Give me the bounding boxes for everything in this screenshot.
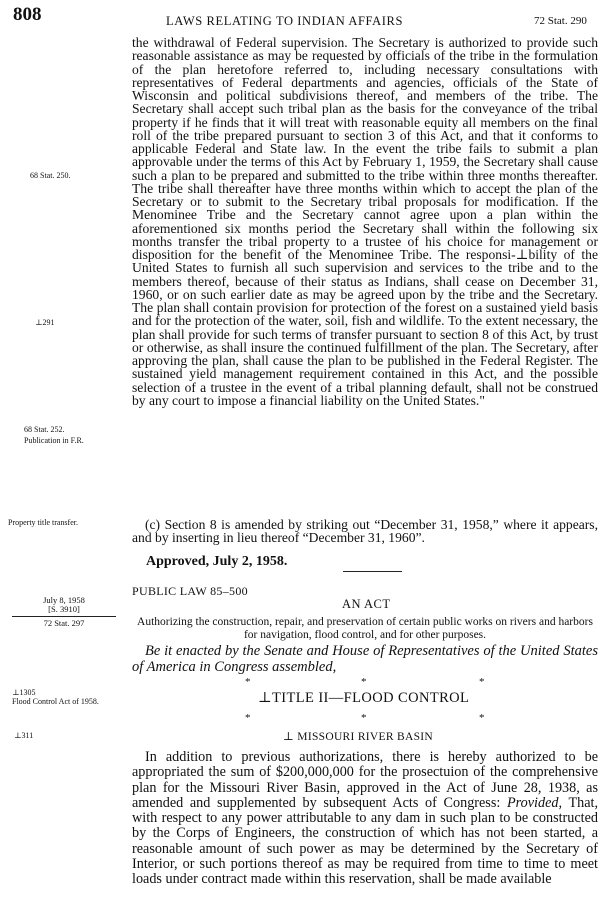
star: * [479, 676, 485, 688]
paragraph-text [132, 750, 598, 888]
section-divider [343, 571, 402, 572]
body-paragraph-1 [132, 36, 598, 407]
margin-date-block [12, 596, 116, 614]
act-purpose: Authorizing the construction, repair, and preservation of certain public works on rivers and harbors for navigation, flood control, and for other purposes. [137, 616, 593, 641]
margin-note-flood-control [12, 688, 122, 706]
paragraph-text: the withdrawal of Federal supervision. The Secretary is authorized to provide such reasonable assistance as may be requested by officials of the tribe in the formulation of the plan heretofore referred to, including necessary consultations with representatives of Federal departments and agencies, officials of the State of Wisconsin and political subdivisions thereof, and members of the tribe. The Secretary shall accept such tribal plan as the basis for the conveyance of the tribal property if he finds that it will treat with reasonable equity all members on the final roll of the tribe prepared pursuant to section 3 of this Act, and that it conforms to applicable Federal and State law. In the event the tribe fails to submit a plan approvable under the terms of this Act by February 1, 1959, the Secretary shall cause such a plan to be prepared and submitted to the tribe within three months thereafter. The tribe shall thereafter have three months within which to accept the plan of the Secretary or to submit to the Secretary tribal proposals for modification. If the Menominee Tribe and the Secretary cannot agree upon a plan within the aforementioned six months period the Secretary shall within the following six months transfer the tribal property to a trustee of his choice for management or disposition for the benefit of the Menominee Tribe. The responsi-⊥bility of the United States to furnish all such supervision and services to the tribe and to the members thereof, because of their status as Indians, shall cease on December 31, 1960, or on such earlier date as may be agreed upon by the tribe and the Secretary. The plan shall contain provision for protection of the forest on a sustained yield basis and for the protection of the water, soil, fish and wildlife. To the extent necessary, the plan shall provide for such terms of transfer pursuant to section 8 of this Act, by trust or otherwise, as shall insure the continued fulfillment of the plan. The Secretary, after approving the plan, shall cause the plan to be published in the Federal Register. The sustained yield management requirement contained in this Act, and the possible selection of a trustee in the event of a tribal planning default, shall not be construed by any court to impose a financial liability on the United States." [132, 35, 598, 408]
star: * [245, 712, 251, 724]
paragraph-text-part: In addition to previous authorizations, there is hereby authorized to be appropriated the sum of $200,000,000 for the prosectuion of the comprehensive plan for the Missouri River Basin, approved in the Act of June 28, 1938, as amended and supplemented by subsequent Acts of Congress: [132, 749, 598, 811]
margin-bill-number: [S. 3910] [48, 604, 80, 614]
star: * [479, 712, 485, 724]
margin-note-page-311: ⊥311 [14, 731, 34, 740]
running-title: LAWS RELATING TO INDIAN AFFAIRS [166, 14, 404, 28]
margin-stat-ref: 72 Stat. 297 [43, 618, 85, 628]
star: * [361, 676, 367, 688]
act-title: AN ACT [342, 597, 391, 611]
margin-act-name: Flood Control Act of 1958. [12, 697, 99, 706]
margin-note-stat-252: 68 Stat. 252. [24, 425, 65, 434]
page-number: 808 [13, 4, 42, 25]
statute-reference: 72 Stat. 290 [534, 15, 587, 27]
margin-note-publication: Publication in F.R. [24, 436, 84, 445]
margin-note-stat-250: 68 Stat. 250. [30, 171, 71, 180]
provided-keyword: Provided, [506, 794, 563, 811]
approval-line: Approved, July 2, 1958. [146, 554, 288, 569]
margin-divider [12, 616, 116, 617]
public-law-label: PUBLIC LAW 85–500 [132, 584, 248, 598]
margin-note-property-title: Property title transfer. [8, 518, 78, 527]
paragraph-text-part: That, with respect to any power attributable to any dam in such plan to be constructed by the Corps of Engineers, the construction of which has not been started, a reasonable amount of such power as may be determined by the Secretary of Interior, or such portions thereof as may be required from time to time to meet loads under contract made within this reservation, shall be made available [132, 794, 598, 888]
star: * [361, 712, 367, 724]
margin-date: July 8, 1958 [43, 595, 85, 605]
title-heading: ⊥TITLE II—FLOOD CONTROL [258, 690, 470, 706]
margin-page-ref: ⊥1305 [12, 688, 36, 697]
body-paragraph-3 [132, 750, 598, 888]
body-paragraph-2 [132, 518, 598, 545]
enacting-clause: Be it enacted by the Senate and House of Representatives of the United States of America in Congress assembled, [132, 643, 598, 675]
margin-note-page-291: ⊥291 [35, 318, 55, 327]
paragraph-text: (c) Section 8 is amended by striking out “December 31, 1958,” where it appears, and by inserting in lieu thereof “December 31, 1960”. [132, 517, 598, 546]
basin-heading: ⊥ MISSOURI RIVER BASIN [283, 731, 434, 743]
star: * [245, 676, 251, 688]
